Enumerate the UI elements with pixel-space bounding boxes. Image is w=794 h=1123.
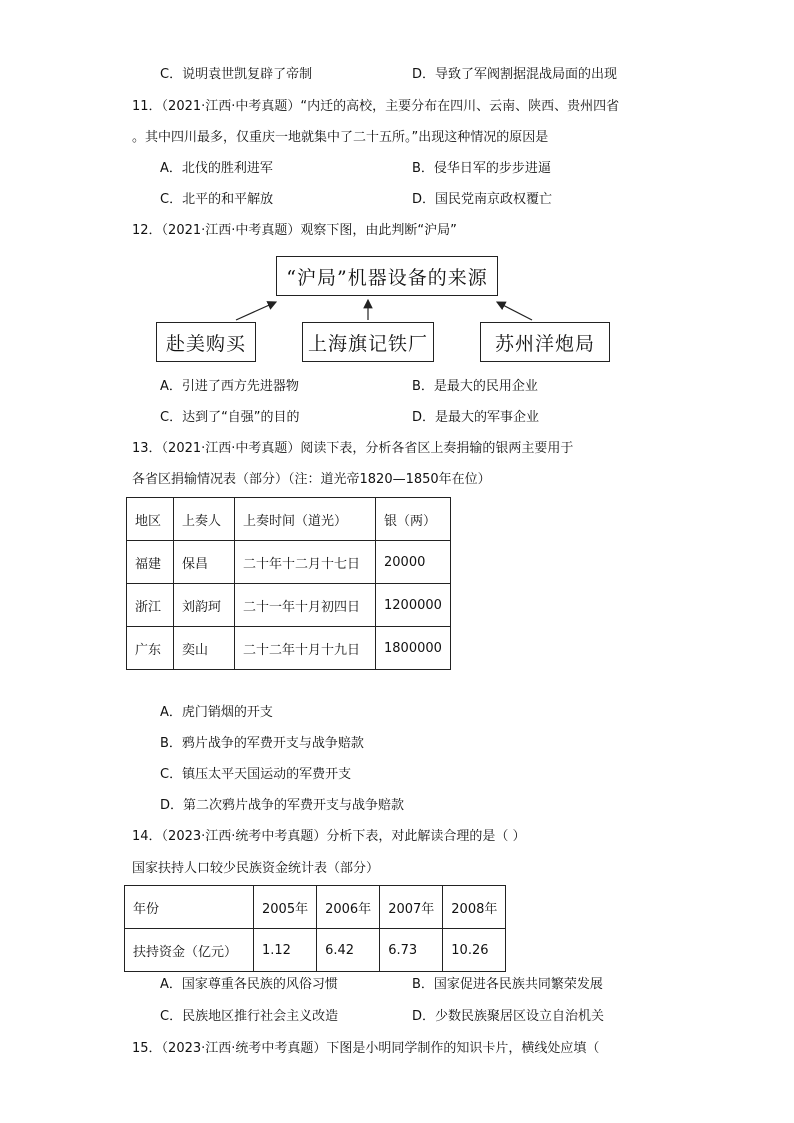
diagram-arrows <box>0 0 794 400</box>
table-cell: 6.73 <box>380 929 443 972</box>
q12-option-b: B．是最大的民用企业 <box>412 379 538 394</box>
table-header-cell: 上奏时间（道光） <box>235 498 376 541</box>
table-13 <box>126 497 451 670</box>
question-14-stem: 14．（2023·江西·统考中考真题）分析下表，对此解读合理的是（ ） <box>132 829 526 844</box>
table-cell: 20000 <box>376 541 451 584</box>
q11-option-c: C．北平的和平解放 <box>160 192 274 207</box>
question-12-stem: 12．（2021·江西·中考真题）观察下图，由此判断“沪局” <box>132 223 457 238</box>
diagram-middle-box: 上海旗记铁厂 <box>302 322 434 362</box>
table-cell: 10.26 <box>443 929 506 972</box>
arrow-right <box>497 302 532 320</box>
table-cell: 二十二年十月十九日 <box>235 627 376 670</box>
table-row <box>127 627 451 670</box>
table-cell: 广东 <box>127 627 174 670</box>
table-header-cell: 2008年 <box>443 886 506 929</box>
arrow-left <box>236 302 276 320</box>
table-cell: 6.42 <box>317 929 380 972</box>
q14-option-c: C．民族地区推行社会主义改造 <box>160 1009 339 1024</box>
table-cell: 保昌 <box>174 541 235 584</box>
question-11-line1: 11．（2021·江西·中考真题）“内迁的高校，主要分布在四川、云南、陕西、贵州四省 <box>132 99 620 114</box>
q12-option-d: D．是最大的军事企业 <box>412 410 540 425</box>
table-cell: 刘韵珂 <box>174 584 235 627</box>
q13-option-d: D．第二次鸦片战争的军费开支与战争赔款 <box>160 798 405 813</box>
table-cell: 扶持资金（亿元） <box>125 929 254 972</box>
question-15-stem: 15．（2023·江西·统考中考真题）下图是小明同学制作的知识卡片，横线处应填（ <box>132 1041 600 1056</box>
option-d: D．导致了军阀割据混战局面的出现 <box>412 67 618 82</box>
diagram-top-box: “沪局”机器设备的来源 <box>276 256 498 296</box>
table-cell: 1.12 <box>254 929 317 972</box>
table-header-cell: 上奏人 <box>174 498 235 541</box>
q13-option-c: C．镇压太平天国运动的军费开支 <box>160 767 352 782</box>
table-row <box>125 929 506 972</box>
question-11-line2: 。其中四川最多，仅重庆一地就集中了二十五所。”出现这种情况的原因是 <box>132 130 549 145</box>
table-13-title: 各省区捐输情况表（部分）（注：道光帝1820—1850年在位） <box>132 472 491 487</box>
table-cell: 二十一年十月初四日 <box>235 584 376 627</box>
diagram-right-box: 苏州洋炮局 <box>480 322 610 362</box>
q11-option-d: D．国民党南京政权覆亡 <box>412 192 553 207</box>
table-header-cell: 2005年 <box>254 886 317 929</box>
table-cell: 奕山 <box>174 627 235 670</box>
table-header-row <box>127 498 451 541</box>
table-14-title: 国家扶持人口较少民族资金统计表（部分） <box>132 861 380 876</box>
table-header-cell: 银（两） <box>376 498 451 541</box>
q12-option-c: C．达到了“自强”的目的 <box>160 410 300 425</box>
q14-option-d: D．少数民族聚居区设立自治机关 <box>412 1009 605 1024</box>
table-cell: 二十年十二月十七日 <box>235 541 376 584</box>
table-header-row <box>125 886 506 929</box>
option-c: C．说明袁世凯复辟了帝制 <box>160 67 313 82</box>
table-cell: 1800000 <box>376 627 451 670</box>
q12-option-a: A．引进了西方先进器物 <box>160 379 299 394</box>
question-13-stem: 13．（2021·江西·中考真题）阅读下表，分析各省区上奏捐输的银两主要用于 <box>132 441 574 456</box>
table-cell: 1200000 <box>376 584 451 627</box>
q14-option-b: B．国家促进各民族共同繁荣发展 <box>412 977 603 992</box>
table-header-cell: 年份 <box>125 886 254 929</box>
q11-option-a: A．北伐的胜利进军 <box>160 161 273 176</box>
table-header-cell: 2006年 <box>317 886 380 929</box>
q13-option-a: A．虎门销烟的开支 <box>160 705 273 720</box>
table-row <box>127 541 451 584</box>
table-14 <box>124 885 506 972</box>
diagram-left-box: 赴美购买 <box>156 322 256 362</box>
table-cell: 浙江 <box>127 584 174 627</box>
q14-option-a: A．国家尊重各民族的风俗习惯 <box>160 977 338 992</box>
q11-option-b: B．侵华日军的步步进逼 <box>412 161 551 176</box>
table-cell: 福建 <box>127 541 174 584</box>
table-row <box>127 584 451 627</box>
q13-option-b: B．鸦片战争的军费开支与战争赔款 <box>160 736 364 751</box>
table-header-cell: 地区 <box>127 498 174 541</box>
table-header-cell: 2007年 <box>380 886 443 929</box>
